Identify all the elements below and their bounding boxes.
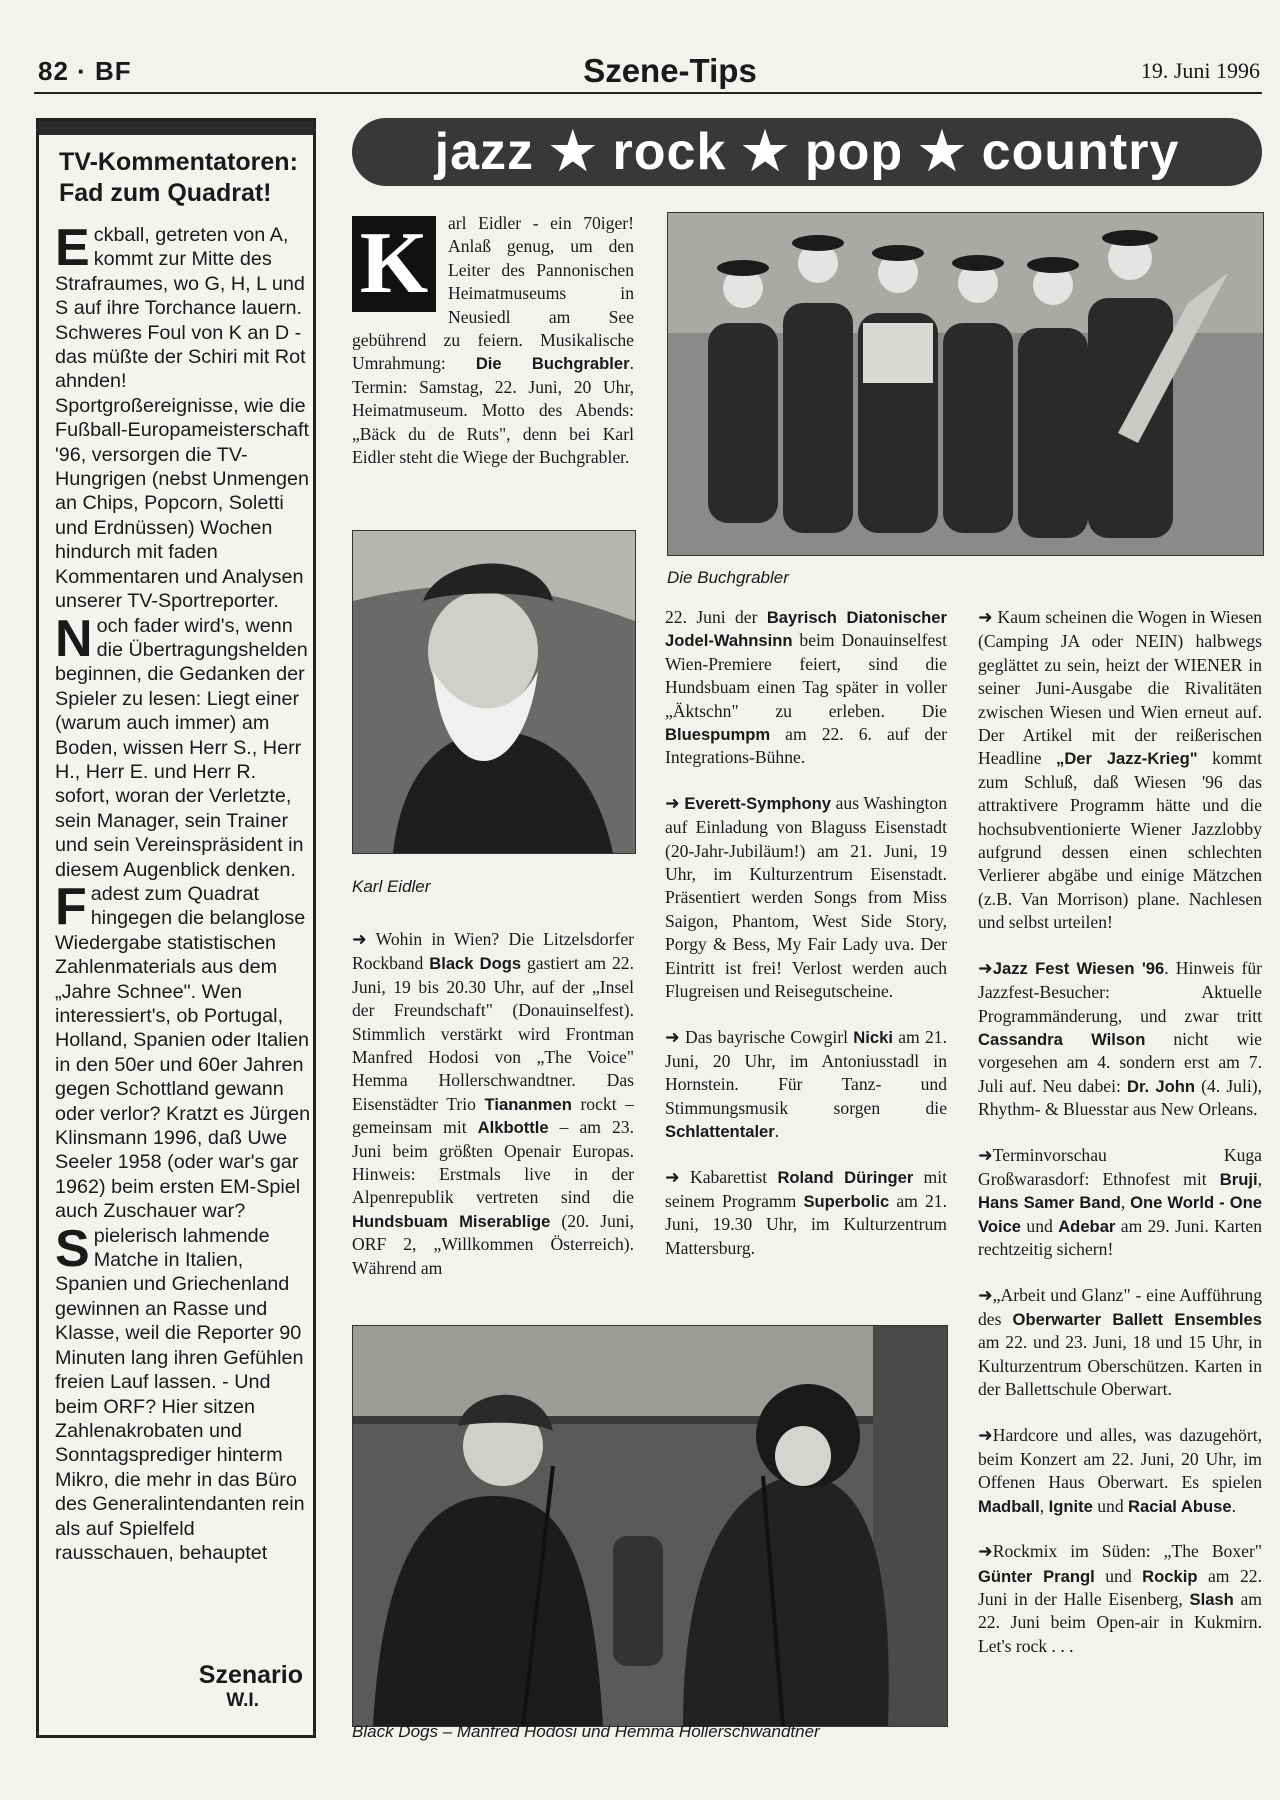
tip-highlight: Madball	[978, 1496, 1040, 1516]
sidebar-paragraph-1	[55, 219, 311, 614]
tip-highlight: Slash	[1189, 1590, 1234, 1610]
concert-photo	[352, 1325, 948, 1727]
tip-highlight: Tiananmen	[484, 1094, 572, 1114]
tip-highlight: Hans Samer Band	[978, 1193, 1121, 1213]
issue-date: 19. Juni 1996	[1140, 58, 1260, 83]
arrow-icon: ➜	[665, 1027, 680, 1048]
tip-text: .	[774, 1121, 780, 1142]
section-title: Szene-Tips	[583, 52, 757, 89]
drop-cap: F	[55, 877, 87, 936]
sidebar-signature	[55, 1661, 303, 1712]
tip-text: Terminvorschau Kuga Großwarasdorf: Ethnofest mit	[978, 1144, 1262, 1189]
sidebar-title	[59, 147, 309, 209]
tip-highlight: Nicki	[853, 1027, 893, 1047]
tip-text: nicht wie vorgesehen am 4. sondern erst am 7. Juli auf. Neu dabei:	[978, 1028, 1262, 1096]
column-b	[665, 606, 947, 1282]
tip-text: Hardcore und alles, was dazugehört, beim Konzert am 22. Juni, 20 Uhr, im Offenen Haus Oberwart. Es spielen	[978, 1424, 1262, 1493]
tip-text: Kaum scheinen die Wogen in Wiesen (Camping JA oder NEIN) halbwegs geglättet zu sein, heizt der WIENER in seiner Juni-Ausgabe die Rivalitäten zwischen Wiesen und Wien erneut auf. Der Artikel mit der reißerischen Headline	[978, 607, 1262, 769]
tip-text: und	[1021, 1215, 1059, 1236]
tip-text: beim Donauinselfest Wien-Premiere feiert, sind die Hundsbuam einen Tag später in voller „Äktschn" zu erleben. Die	[665, 630, 947, 721]
tip-jazz-krieg	[978, 606, 1262, 935]
tip-text: mit seinem Programm	[665, 1166, 947, 1211]
tip-text: am 21. Juni, 19.30 Uhr, im Kulturzentrum Mattersburg.	[665, 1190, 947, 1258]
concert-photo-caption: Black Dogs – Manfred Hodosi und Hemma Hollerschwandtner	[352, 1722, 820, 1741]
tip-highlight: Hundsbuam Miserablige	[352, 1211, 551, 1231]
arrow-icon: ➜	[665, 793, 680, 814]
arrow-icon: ➜	[978, 1145, 993, 1166]
tip-text: am 21. Juni, 20 Uhr, im Antoniusstadl in Hornstein. Für Tanz- und Stimmungsmusik sorgen die	[665, 1026, 947, 1118]
tip-text: (4. Juli), Rhythm- & Bluesstar aus New Orleans.	[978, 1075, 1263, 1120]
tip-text: Kabarettist	[679, 1166, 778, 1187]
sidebar-paragraph-2	[55, 609, 311, 882]
genre-banner: jazz ★ rock ★ pop ★ country	[352, 118, 1262, 186]
tip-jazz-fest	[978, 957, 1262, 1122]
tip-dueringer	[665, 1166, 947, 1261]
tip-text: „Arbeit und Glanz" - eine Aufführung des	[978, 1284, 1262, 1329]
sidebar-top-bar	[39, 121, 313, 135]
column-c	[978, 606, 1262, 1680]
band-photo-caption: Die Buchgrabler	[667, 568, 789, 587]
intro-drop-cap: K	[352, 216, 436, 312]
band-photo-image	[668, 213, 1263, 555]
tip-highlight: Rockip	[1142, 1566, 1198, 1586]
arrow-icon: ➜	[352, 930, 367, 950]
tip-ballett	[978, 1284, 1262, 1402]
sidebar-title-line1: TV-Kommentatoren:	[59, 148, 298, 176]
signature-name: Szenario	[198, 1661, 303, 1689]
concert-photo-image	[353, 1326, 947, 1726]
tip-highlight: Black Dogs	[429, 954, 522, 974]
tip-text: ,	[1257, 1168, 1262, 1189]
tip-highlight: Jazz Fest Wiesen '96	[992, 958, 1165, 978]
paragraph-text: och fader wird's, wenn die Übertragungshelden beginnen, die Gedanken der Spieler zu lesen: Liegt einer (warum auch immer) am Boden, wissen Herr S., Herr H., Herr E. und Herr R. sofort, woran der Verletzte, sein Manager, sein Trainer und sein Vereinspräsident in diesem Augenblick denken.	[55, 614, 308, 881]
paragraph-text: adest zum Quadrat hingegen die belanglose Wiedergabe statistischen Zahlenmaterials aus dem „Jahre Schnee". Wen interessiert's, ob Portugal, Holland, Spanien oder Italien in den 50er und 60er Jahren gegen Schottland gewann oder verlor? Kratzt es Jürgen Klinsmann 1996, daß Uwe Seeler 1958 (oder war's gar 1962) beim ersten EM-Spiel auch Zuschauer war?	[55, 882, 311, 1223]
sidebar-box	[36, 118, 316, 1738]
tip-text: . Hinweis für Jazzfest-Besucher: Aktuelle Programmänderung, und zwar tritt	[978, 957, 1262, 1026]
sidebar-body	[55, 219, 311, 1565]
paragraph-text: ckball, getreten von A, kommt zur Mitte des Strafraumes, wo G, H, L und S auf ihre Torchance lauern. Schweres Foul von K an D - das müßte der Schiri mit Rot ahnden! Sportgroßereignisse, wie die Fußball-Europameisterschaft '96, versorgen die TV-Hungrigen (nebst Unmengen an Chips, Popcorn, Soletti und Erdnüssen) Wochen hindurch mit faden Kommentaren und Analysen unserer TV-Sportreporter.	[55, 224, 310, 613]
drop-cap: E	[55, 219, 90, 277]
tip-everett	[665, 792, 947, 1004]
tip-text: 22. Juni der	[665, 607, 767, 627]
arrow-icon: ➜	[978, 1285, 993, 1306]
tip-highlight: Bruji	[1219, 1169, 1258, 1189]
tip-highlight: Racial Abuse	[1128, 1496, 1232, 1516]
arrow-icon: ➜	[665, 1167, 680, 1188]
tip-highlight: Alkbottle	[477, 1118, 549, 1138]
tip-text: am 22. 6. auf der Integrations-Bühne.	[665, 724, 947, 768]
tip-text: am 22. Juni in der Halle Eisenberg,	[978, 1565, 1262, 1610]
band-photo	[667, 212, 1264, 556]
tip-hardcore	[978, 1424, 1262, 1519]
tip-highlight: Cassandra Wilson	[978, 1029, 1146, 1049]
tip-text: am 22. Juni beim Open-air in Kukmirn. Let's rock . . .	[978, 1589, 1262, 1656]
tip-text: aus Washington auf Einladung von Blaguss Eisenstadt (20-Jahr-Jubiläum!) am 21. Juni, 19 Uhr, im Kulturzentrum Eisenstadt. Präsentiert werden Songs from Miss Saigon, Phantom, West Side Story, Porgy & Bess, My Fair Lady uva. Der Eintritt ist frei! Verlost werden auch Flugreisen und Reisegutscheine.	[665, 792, 947, 1002]
tip-text: kommt zum Schluß, daß Wiesen '96 das attraktivere Programm hätte und die hochsubventionierte Wiener Jazzlobby aufgrund dessen einen schlechten Verlierer abgäbe und einige Mätzchen (z.B. Van Morrison) plane. Nachlesen und selbst urteilen!	[978, 748, 1262, 933]
page-number: 82 · BF	[38, 56, 132, 86]
tip-highlight: Bluespumpm	[665, 725, 771, 745]
tip-text: Das bayrische Cowgirl	[679, 1026, 854, 1047]
drop-cap: N	[55, 609, 93, 668]
intro-text-end: . Termin: Samstag, 22. Juni, 20 Uhr, Heimatmuseum. Motto des Abends: „Bäck du de Ruts", denn bei Karl Eidler steht die Wiege der Buchgrabler.	[352, 353, 634, 468]
sidebar-title-line2: Fad zum Quadrat!	[59, 179, 272, 207]
portrait-photo	[352, 530, 636, 854]
tip-text: ,	[1120, 1192, 1131, 1213]
tip-highlight: Ignite	[1048, 1496, 1093, 1516]
tip-text: und	[1094, 1565, 1143, 1586]
portrait-photo-image	[353, 531, 635, 853]
intro-article	[352, 212, 634, 469]
tip-highlight: Schlattentaler	[665, 1122, 775, 1142]
tip-highlight: Dr. John	[1126, 1076, 1196, 1096]
tip-highlight: Roland Düringer	[777, 1167, 914, 1187]
sidebar-paragraph-3	[55, 877, 311, 1224]
tip-highlight: Superbolic	[803, 1191, 890, 1211]
sidebar-paragraph-4	[55, 1219, 311, 1566]
tip-text: und	[1092, 1495, 1129, 1516]
drop-cap: S	[55, 1219, 90, 1278]
tip-black-dogs	[352, 928, 634, 1280]
arrow-icon: ➜	[978, 608, 993, 628]
tip-highlight: Günter Prangl	[978, 1566, 1095, 1586]
tip-kuga	[978, 1144, 1262, 1262]
tip-text: – am 23. Juni beim größten Openair Europas. Hinweis: Erstmals live in der Alpenrepublik vertreten sind die	[352, 1117, 634, 1208]
tip-highlight: One World - One Voice	[978, 1193, 1262, 1236]
tip-text: rockt – gemeinsam mit	[352, 1093, 634, 1138]
header-rule	[34, 92, 1262, 94]
signature-initials: W.I.	[226, 1690, 259, 1711]
tip-nicki	[665, 1026, 947, 1144]
arrow-icon: ➜	[978, 958, 993, 979]
tip-highlight: Adebar	[1058, 1216, 1116, 1236]
tip-text: Rockmix im Süden: „The Boxer"	[992, 1541, 1262, 1562]
tip-text: ,	[1039, 1495, 1049, 1516]
intro-band-name: Die Buchgrabler	[475, 354, 630, 374]
tip-text: Wohin in Wien? Die Litzelsdorfer Rockband	[352, 929, 634, 974]
tip-text: .	[1231, 1495, 1237, 1516]
tip-text: (20. Juni, ORF 2, „Willkommen Österreich). Während am	[352, 1210, 634, 1278]
tip-highlight: „Der Jazz-Krieg"	[1056, 749, 1198, 769]
tip-text: am 29. Juni. Karten rechtzeitig sichern!	[978, 1215, 1262, 1260]
tip-text: gastiert am 22. Juni, 19 bis 20.30 Uhr, auf der „Insel der Freundschaft" (Donauinselfest). Stimmlich verstärkt wird Frontman Manfred Hodosi von „The Voice" Hemma Hollerschwandtner. Das Eisenstädter Trio	[352, 953, 634, 1114]
tip-rockmix	[978, 1540, 1262, 1658]
paragraph-text: pielerisch lahmende Matche in Italien, Spanien und Griechenland gewinnen an Rasse und Klasse, weil die Reporter 90 Minuten lang ihren Gefühlen freien Lauf lassen. - Und beim ORF? Hier sitzen Zahlenakrobaten und Sonntagsprediger hinterm Mikro, die mehr in das Büro des Generalintendanten rein als auf Spielfeld rausschauen, behauptet	[55, 1224, 305, 1564]
tip-jodel	[665, 606, 947, 770]
tip-highlight: Oberwarter Ballett Ensembles	[1012, 1309, 1262, 1329]
tip-highlight: Bayrisch Diatonischer Jodel-Wahnsinn	[665, 608, 947, 651]
tip-highlight: Everett-Symphony	[684, 793, 831, 813]
tip-text: am 22. und 23. Juni, 18 und 15 Uhr, in Kulturzentrum Oberschützen. Karten in der Ballettschule Oberwart.	[978, 1332, 1262, 1400]
intro-text: arl Eidler - ein 70iger! Anlaß genug, um den Leiter des Pannonischen Heimatmuseums in Neusiedl am See gebührend zu feiern. Musikalische Umrahmung:	[352, 213, 634, 374]
arrow-icon: ➜	[978, 1542, 993, 1563]
column-a	[352, 928, 634, 1302]
portrait-caption: Karl Eidler	[352, 877, 431, 896]
arrow-icon: ➜	[978, 1425, 993, 1446]
